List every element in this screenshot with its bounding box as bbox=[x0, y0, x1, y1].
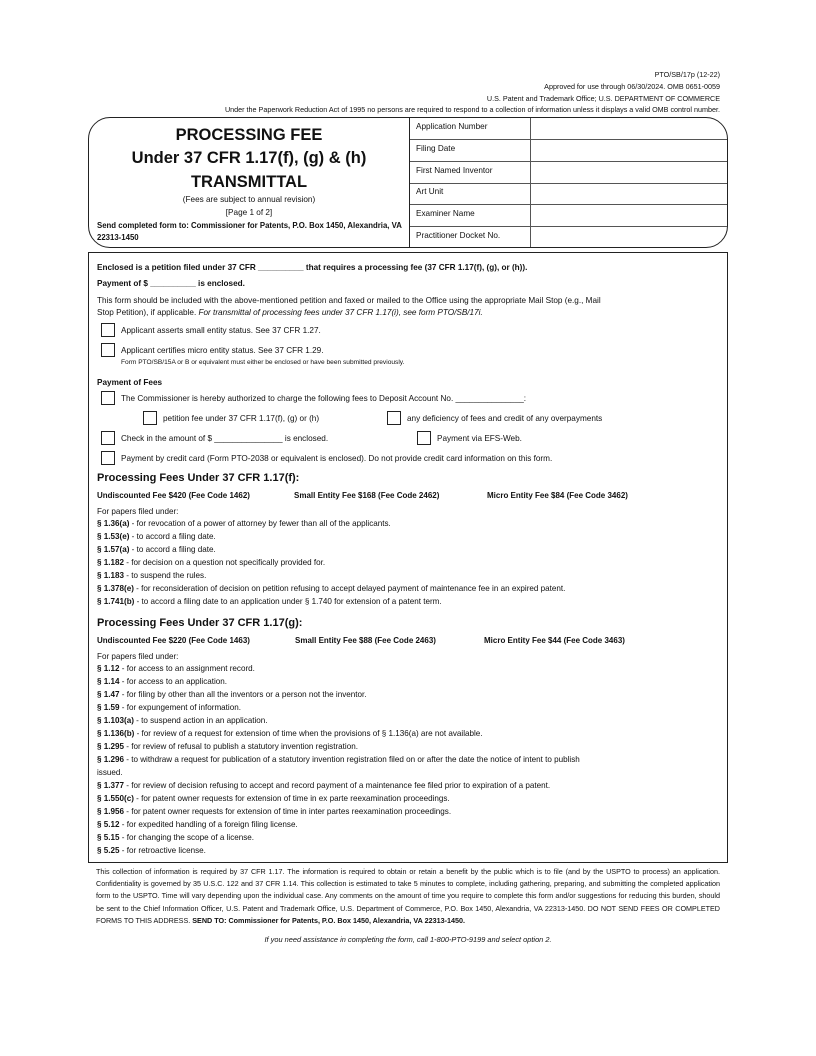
list-item bbox=[97, 571, 206, 580]
rule-text: - for changing the scope of a license. bbox=[119, 833, 255, 842]
rule-text: - for access to an application. bbox=[119, 677, 228, 686]
list-item bbox=[97, 820, 298, 829]
list-item bbox=[97, 794, 450, 803]
instructions-line2 bbox=[97, 307, 483, 318]
rule-text: - for expedited handling of a foreign filing license. bbox=[119, 820, 298, 829]
section-g-heading: Processing Fees Under 37 CFR 1.17(g): bbox=[97, 617, 303, 629]
rule-code: § 1.550(c) bbox=[97, 794, 134, 803]
instructions-text: Stop Petition), if applicable. bbox=[97, 308, 197, 317]
rule-text: - to accord a filing date. bbox=[129, 545, 216, 554]
rule-code: § 5.15 bbox=[97, 833, 120, 842]
list-item bbox=[97, 781, 550, 790]
rule-code: § 1.182 bbox=[97, 558, 125, 567]
list-item bbox=[97, 807, 451, 816]
title-box bbox=[88, 117, 728, 248]
form-id: PTO/SB/17p (12-22) bbox=[654, 70, 720, 79]
list-item bbox=[97, 545, 216, 554]
rule-text: - to accord a filing date. bbox=[129, 532, 216, 541]
rule-text: - for patent owner requests for extension of time in inter partes reexamination proceedings. bbox=[124, 807, 452, 816]
list-item bbox=[97, 846, 206, 855]
application-number-input[interactable] bbox=[530, 118, 728, 139]
section-f-micro: Micro Entity Fee $84 (Fee Code 3462) bbox=[487, 491, 628, 500]
efs-web-label: Payment via EFS-Web. bbox=[437, 434, 522, 443]
field-row bbox=[410, 140, 728, 162]
form-subtitle: Under 37 CFR 1.17(f), (g) & (h) bbox=[131, 149, 367, 167]
micro-entity-label: Applicant certifies micro entity status. See 37 CFR 1.29. bbox=[121, 346, 324, 355]
main-form-body bbox=[88, 252, 728, 863]
check-checkbox[interactable] bbox=[101, 431, 115, 445]
page-indicator: [Page 1 of 2] bbox=[225, 208, 273, 217]
field-label: Art Unit bbox=[416, 187, 444, 197]
efs-web-checkbox[interactable] bbox=[417, 431, 431, 445]
application-fields bbox=[409, 118, 728, 248]
field-row bbox=[410, 118, 728, 140]
deficiency-label: any deficiency of fees and credit of any overpayments bbox=[407, 414, 603, 423]
list-item bbox=[97, 755, 580, 764]
field-label: Examiner Name bbox=[416, 209, 475, 219]
deposit-account-checkbox[interactable] bbox=[101, 391, 115, 405]
approval-line: Approved for use through 06/30/2024. OMB 0651-0059 bbox=[544, 82, 720, 91]
agency-line: U.S. Patent and Trademark Office; U.S. DEPARTMENT OF COMMERCE bbox=[486, 94, 720, 103]
petition-fee-checkbox[interactable] bbox=[143, 411, 157, 425]
examiner-name-input[interactable] bbox=[530, 205, 728, 226]
field-label: First Named Inventor bbox=[416, 165, 493, 175]
petition-fee-label: petition fee under 37 CFR 1.17(f), (g) or (h) bbox=[163, 414, 320, 423]
section-f-lead: For papers filed under: bbox=[97, 507, 179, 516]
field-label: Filing Date bbox=[416, 143, 456, 153]
send-to-text: SEND TO: Commissioner for Patents, P.O. Box 1450, Alexandria, VA 22313-1450. bbox=[192, 915, 465, 925]
rule-code: § 1.57(a) bbox=[97, 545, 130, 554]
rule-code: § 1.47 bbox=[97, 690, 120, 699]
form-title: PROCESSING FEE bbox=[175, 126, 323, 144]
payment-statement: Payment of $ __________ is enclosed. bbox=[97, 279, 245, 288]
rule-text: - to accord a filing date to an application under § 1.740 for extension of a patent term. bbox=[134, 597, 442, 606]
burden-statement bbox=[96, 866, 720, 927]
rule-code: § 1.183 bbox=[97, 571, 125, 580]
section-f-heading: Processing Fees Under 37 CFR 1.17(f): bbox=[97, 472, 300, 484]
section-g-micro: Micro Entity Fee $44 (Fee Code 3463) bbox=[484, 636, 625, 645]
section-f-undiscounted: Undiscounted Fee $420 (Fee Code 1462) bbox=[97, 491, 250, 500]
deposit-account-label: The Commissioner is hereby authorized to charge the following fees to Deposit Account No. _______________: bbox=[121, 394, 527, 403]
burden-text: This collection of information is required by 37 CFR 1.17. The information is required to obtain or retain a benefit by the public which is to file (and by the USPTO to process) an application. Confidentiality is governed by 35 U.S.C. 122 and 37 CFR 1.14. This collection is estimated to take 5 minutes to complete, including gathering, preparing, and submitting the completed application form to the USPTO. Time will vary depending upon the individual case. Any comments on the amount of time you require to complete this form and/or suggestions for reducing this burden, should be sent to the Chief Information Officer, U.S. Patent and Trademark Office, U.S. Department of Commerce, P.O. Box 1450, Alexandria, VA 22313-1450. DO NOT SEND FEES OR COMPLETED FORMS TO THIS ADDRESS. bbox=[96, 867, 720, 925]
rule-text: - for patent owner requests for extension of time in ex parte reexamination proceedings. bbox=[133, 794, 450, 803]
field-label: Application Number bbox=[416, 122, 488, 131]
rule-code: § 1.956 bbox=[97, 807, 125, 816]
list-item bbox=[97, 716, 268, 725]
fee-revision-note: (Fees are subject to annual revision) bbox=[182, 195, 316, 204]
list-item bbox=[97, 677, 227, 686]
micro-entity-checkbox[interactable] bbox=[101, 343, 115, 357]
rule-code: § 1.136(b) bbox=[97, 729, 135, 738]
list-item bbox=[97, 664, 255, 673]
list-item bbox=[97, 532, 216, 541]
field-row bbox=[410, 162, 728, 184]
list-item bbox=[97, 519, 391, 528]
list-item bbox=[97, 558, 325, 567]
field-row bbox=[410, 227, 728, 248]
rule-code: § 1.296 bbox=[97, 755, 125, 764]
list-item bbox=[97, 729, 483, 738]
paperwork-line: Under the Paperwork Reduction Act of 1995 no persons are required to respond to a collection of information unless it displays a valid OMB control number. bbox=[224, 105, 720, 114]
rule-code: § 1.12 bbox=[97, 664, 120, 673]
filing-date-input[interactable] bbox=[530, 140, 728, 161]
assistance-line: If you need assistance in completing the form, call 1-800-PTO-9199 and select option 2. bbox=[264, 935, 552, 944]
rule-text: - for decision on a question not specifically provided for. bbox=[124, 558, 326, 567]
list-item bbox=[97, 584, 565, 593]
send-instructions: Send completed form to: Commissioner for Patents, P.O. Box 1450, Alexandria, VA 22313-1450 bbox=[97, 221, 402, 242]
rule-text: - for revocation of a power of attorney by fewer than all of the applicants. bbox=[129, 519, 391, 528]
petition-statement: Enclosed is a petition filed under 37 CFR __________ that requires a processing fee (37 CFR 1.17(f), (g), or (h)). bbox=[97, 263, 528, 272]
deficiency-checkbox[interactable] bbox=[387, 411, 401, 425]
small-entity-checkbox[interactable] bbox=[101, 323, 115, 337]
rule-code: § 5.12 bbox=[97, 820, 120, 829]
rule-text: - for filing by other than all the inventors or a person not the inventor. bbox=[119, 690, 367, 699]
art-unit-input[interactable] bbox=[530, 183, 728, 204]
rule-code: § 1.103(a) bbox=[97, 716, 134, 725]
rule-code: § 1.36(a) bbox=[97, 519, 130, 528]
section-f-small: Small Entity Fee $168 (Fee Code 2462) bbox=[294, 491, 440, 500]
list-item bbox=[97, 703, 241, 712]
rule-text: - for review of a request for extension of time when the provisions of § 1.136(a) are not available. bbox=[134, 729, 483, 738]
docket-number-input[interactable] bbox=[530, 227, 728, 248]
instructions-line1: This form should be included with the above-mentioned petition and faxed or mailed to the Office using the appropriate Mail Stop (e.g., Mail bbox=[97, 296, 601, 305]
field-row bbox=[410, 183, 728, 205]
section-g-lead: For papers filed under: bbox=[97, 652, 179, 661]
rule-code: § 1.59 bbox=[97, 703, 120, 712]
list-item bbox=[97, 768, 123, 777]
section-g-small: Small Entity Fee $88 (Fee Code 2463) bbox=[295, 636, 436, 645]
rule-code: § 1.53(e) bbox=[97, 532, 130, 541]
micro-entity-note: Form PTO/SB/15A or B or equivalent must either be enclosed or have been submitted previously. bbox=[121, 359, 405, 366]
payment-of-fees-heading: Payment of Fees bbox=[97, 378, 163, 387]
rule-code: § 1.14 bbox=[97, 677, 120, 686]
rule-text: - for retroactive license. bbox=[119, 846, 206, 855]
field-row bbox=[410, 205, 728, 227]
rule-text: - for reconsideration of decision on petition refusing to accept delayed payment of maintenance fee in an expired patent. bbox=[133, 584, 566, 593]
list-item bbox=[97, 833, 254, 842]
field-label: Practitioner Docket No. bbox=[416, 231, 501, 240]
rule-code: § 1.377 bbox=[97, 781, 125, 790]
rule-text: - to suspend the rules. bbox=[124, 571, 207, 580]
rule-text: - for expungement of information. bbox=[119, 703, 241, 712]
title-panel bbox=[89, 118, 409, 248]
list-item bbox=[97, 742, 358, 751]
rule-text: - to withdraw a request for publication of a statutory invention registration filed on or after the date the notice of intent to publish bbox=[124, 755, 580, 764]
list-item bbox=[97, 690, 367, 699]
rule-code: § 5.25 bbox=[97, 846, 120, 855]
section-g-undiscounted: Undiscounted Fee $220 (Fee Code 1463) bbox=[97, 636, 250, 645]
credit-card-label: Payment by credit card (Form PTO-2038 or equivalent is enclosed). Do not provide credit card information on this form. bbox=[121, 454, 553, 463]
rule-text: - for review of decision refusing to accept and record payment of a maintenance fee filed prior to expiration of a patent. bbox=[124, 781, 551, 790]
form-title-transmittal: TRANSMITTAL bbox=[190, 173, 308, 191]
transmittal-note: For transmittal of processing fees under 37 CFR 1.17(i), see form PTO/SB/17i. bbox=[198, 308, 483, 317]
rule-text: issued. bbox=[97, 768, 123, 777]
rule-code: § 1.378(e) bbox=[97, 584, 134, 593]
rule-text: - to suspend action in an application. bbox=[133, 716, 268, 725]
first-named-inventor-input[interactable] bbox=[530, 162, 728, 183]
check-label: Check in the amount of $ _______________ is enclosed. bbox=[121, 434, 329, 443]
small-entity-label: Applicant asserts small entity status. See 37 CFR 1.27. bbox=[121, 326, 321, 335]
rule-text: - for review of refusal to publish a statutory invention registration. bbox=[124, 742, 358, 751]
rule-text: - for access to an assignment record. bbox=[119, 664, 255, 673]
list-item bbox=[97, 597, 442, 606]
credit-card-checkbox[interactable] bbox=[101, 451, 115, 465]
rule-code: § 1.295 bbox=[97, 742, 125, 751]
rule-code: § 1.741(b) bbox=[97, 597, 135, 606]
